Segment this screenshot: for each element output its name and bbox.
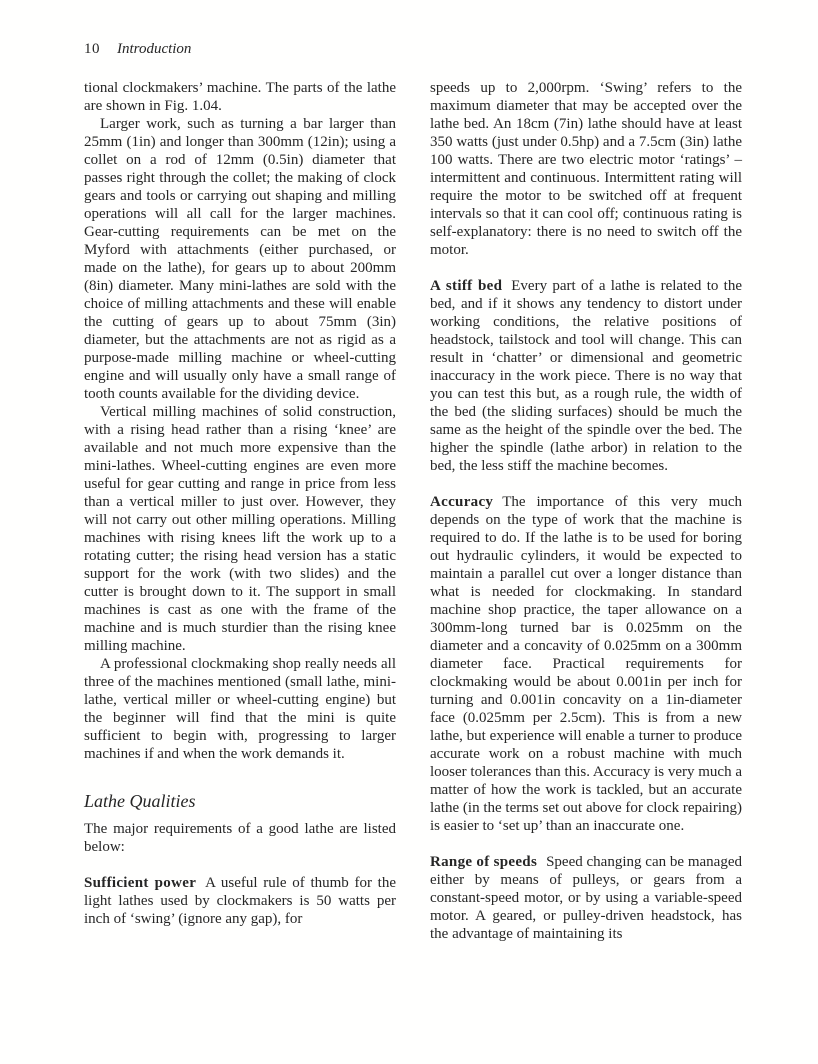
right-column [430,79,742,943]
run-in-heading-sufficient-power: Sufficient power [84,875,197,891]
paragraph-stiff-bed [430,277,742,475]
paragraph-requirements-intro: The major requirements of a good lathe are listed below: [84,821,396,855]
page-number: 10 [84,41,100,57]
paragraph-professional-shop: A professional clockmaking shop really needs all three of the machines mentioned (small lathe, mini-lathe, vertical miller or wheel-cutting engine) but the beginner will find that the mini is quite sufficient to begin with, progressing to larger machines if and when the work demands it. [84,656,396,762]
paragraph-speeds-continuation: speeds up to 2,000rpm. ‘Swing’ refers to the maximum diameter that may be accepted over the lathe bed. An 18cm (7in) lathe should have at least 350 watts (just under 0.5hp) and a 7.5cm (3in) lathe 100 watts. There are two electric motor ‘ratings’ – intermittent and continuous. Intermittent rating will require the motor to be switched off at frequent intervals so that it can cool off; continuous rating is self-explanatory: there is no need to switch off the motor. [430,80,742,258]
paragraph-larger-work: Larger work, such as turning a bar larger than 25mm (1in) and longer than 300mm (12in); using a collet on a rod of 12mm (0.5in) diameter that passes right through the collet; the making of clock gears and tools or carrying out shaping and milling operations will all call for the larger machines. Gear-cutting requirements can be met on the Myford with attachments (either purchased, or made on the lathe), for gears up to about 200mm (8in) diameter. Many mini-lathes are sold with the choice of milling attachments and these will enable the cutting of gears up to about 75mm (3in) diameter, but the attachments are not as rigid as a purpose-made milling machine or wheel-cutting engine and will usually only have a small range of tooth counts available for the dividing device. [84,116,396,402]
run-in-heading-stiff-bed: A stiff bed [430,278,503,294]
paragraph-accuracy-text: The importance of this very much depends on the type of work that the machine is required to do. If the lathe is to be used for boring out hydraulic cylinders, it would be expected to maintain a parallel cut over a longer distance than what is needed for clockmaking. In standard machine shop practice, the taper allowance on a 300mm-long turned bar is 0.025mm on the diameter and a concavity of 0.025mm on a 300mm diameter face. Practical requirements for clockmaking would be about 0.001in per inch for turning and 0.001in concavity on a 1in-diameter face (0.025mm per 2.5cm). This is from a new lathe, but experience will enable a turner to produce accurate work on a robust machine with much looser tolerances than this. Accuracy is very much a matter of how the work is tackled, but an accurate lathe (in the terms set out above for clock repairing) is easier to ‘set up’ than an inaccurate one. [430,494,742,834]
paragraph-range-of-speeds-text: Speed changing can be managed either by means of pulleys, or gears from a constant-speed motor, or by using a variable-speed motor. A geared, or pulley-driven headstock, has the advantage of maintaining its [430,854,742,942]
run-in-heading-accuracy: Accuracy [430,494,494,510]
paragraph-accuracy [430,493,742,835]
running-header [84,40,191,58]
paragraph-sufficient-power [84,874,396,928]
chapter-title: Introduction [117,41,192,57]
section-heading-lathe-qualities: Lathe Qualities [84,791,196,811]
left-column [84,79,396,943]
paragraph-range-of-speeds [430,853,742,943]
run-in-heading-range-of-speeds: Range of speeds [430,854,538,870]
paragraph-vertical-milling: Vertical milling machines of solid construction, with a rising head rather than a rising ‘knee’ are available and not much more expensive than the mini-lathes. Wheel-cutting engines are even more useful for gear cutting and range in price from less than a vertical miller to just over. However, they will not carry out other milling operations. Milling machines with rising knees lift the work up to a rotating cutter; the rising head version has a static support for the work (with two slides) and the cutter is brought down to it. The support in small machines is cast as one with the frame of the machine and is much sturdier than the rising knee milling machine. [84,404,396,654]
paragraph-continuation: tional clockmakers’ machine. The parts of the lathe are shown in Fig. 1.04. [84,80,396,114]
paragraph-stiff-bed-text: Every part of a lathe is related to the bed, and if it shows any tendency to distort under working conditions, the relative positions of headstock, tailstock and tool will change. This can result in ‘chatter’ or dimensional and geometric inaccuracy in the work piece. There is no way that you can test this but, as a rough rule, the width of the bed (the sliding surfaces) should be much the same as the height of the spindle over the bed. The higher the spindle (lathe arbor) in relation to the bed, the less stiff the machine becomes. [430,278,742,474]
paragraph-sufficient-power-text: A useful rule of thumb for the light lathes used by clockmakers is 50 watts per inch of ‘swing’ (ignore any gap), for [84,875,396,927]
text-columns [84,79,742,943]
